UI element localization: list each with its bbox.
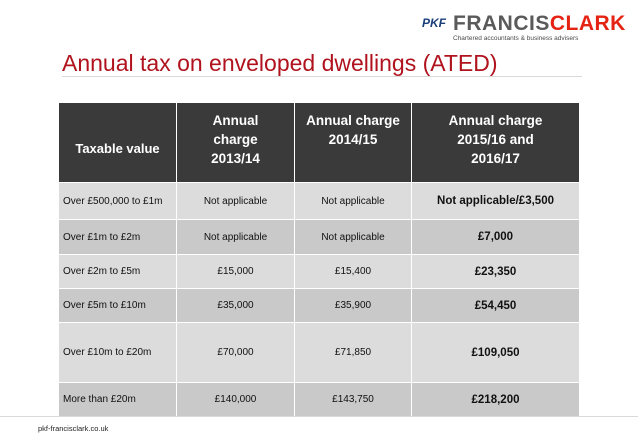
header-charge-2014-15: Annual charge 2014/15 [295, 103, 412, 183]
footer-divider [0, 416, 638, 417]
logo-name-clark: CLARK [549, 12, 626, 35]
table-row [59, 183, 580, 220]
cell-charge-2013-14: Not applicable [177, 183, 295, 220]
header-taxable-value: Taxable value [59, 103, 177, 183]
cell-charge-2014-15: £15,400 [295, 255, 412, 289]
table-row [59, 255, 580, 289]
slide-title: Annual tax on enveloped dwellings (ATED) [62, 50, 498, 76]
logo-tagline: Chartered accountants & business advisers [453, 35, 579, 42]
cell-charge-2015-17: £7,000 [412, 220, 580, 255]
cell-charge-2015-17: £109,050 [412, 323, 580, 383]
cell-taxable-value: Over £500,000 to £1m [59, 183, 177, 220]
cell-taxable-value: Over £5m to £10m [59, 289, 177, 323]
cell-charge-2015-17: £218,200 [412, 383, 580, 417]
table-row [59, 383, 580, 417]
header-charge-2013-14: Annual charge 2013/14 [177, 103, 295, 183]
cell-charge-2013-14: Not applicable [177, 220, 295, 255]
table-row [59, 323, 580, 383]
cell-charge-2014-15: Not applicable [295, 183, 412, 220]
table-row [59, 220, 580, 255]
cell-charge-2015-17: Not applicable/£3,500 [412, 183, 580, 220]
cell-charge-2013-14: £140,000 [177, 383, 295, 417]
logo-name-text [453, 12, 626, 36]
cell-charge-2015-17: £23,350 [412, 255, 580, 289]
cell-taxable-value: Over £2m to £5m [59, 255, 177, 289]
cell-charge-2014-15: £71,850 [295, 323, 412, 383]
cell-charge-2014-15: £143,750 [295, 383, 412, 417]
cell-charge-2015-17: £54,450 [412, 289, 580, 323]
cell-charge-2014-15: £35,900 [295, 289, 412, 323]
cell-charge-2013-14: £35,000 [177, 289, 295, 323]
ated-table [58, 102, 580, 417]
cell-charge-2013-14: £70,000 [177, 323, 295, 383]
cell-charge-2013-14: £15,000 [177, 255, 295, 289]
footer-url: pkf-francisclark.co.uk [38, 424, 109, 433]
table-header-row [59, 103, 580, 183]
cell-taxable-value: Over £10m to £20m [59, 323, 177, 383]
header-charge-2015-17: Annual charge 2015/16 and 2016/17 [412, 103, 580, 183]
table-row [59, 289, 580, 323]
cell-taxable-value: Over £1m to £2m [59, 220, 177, 255]
cell-taxable-value: More than £20m [59, 383, 177, 417]
title-divider [62, 76, 582, 77]
logo-name-francis: FRANCIS [453, 12, 550, 35]
logo-pkf-text: PKF [422, 16, 446, 30]
cell-charge-2014-15: Not applicable [295, 220, 412, 255]
